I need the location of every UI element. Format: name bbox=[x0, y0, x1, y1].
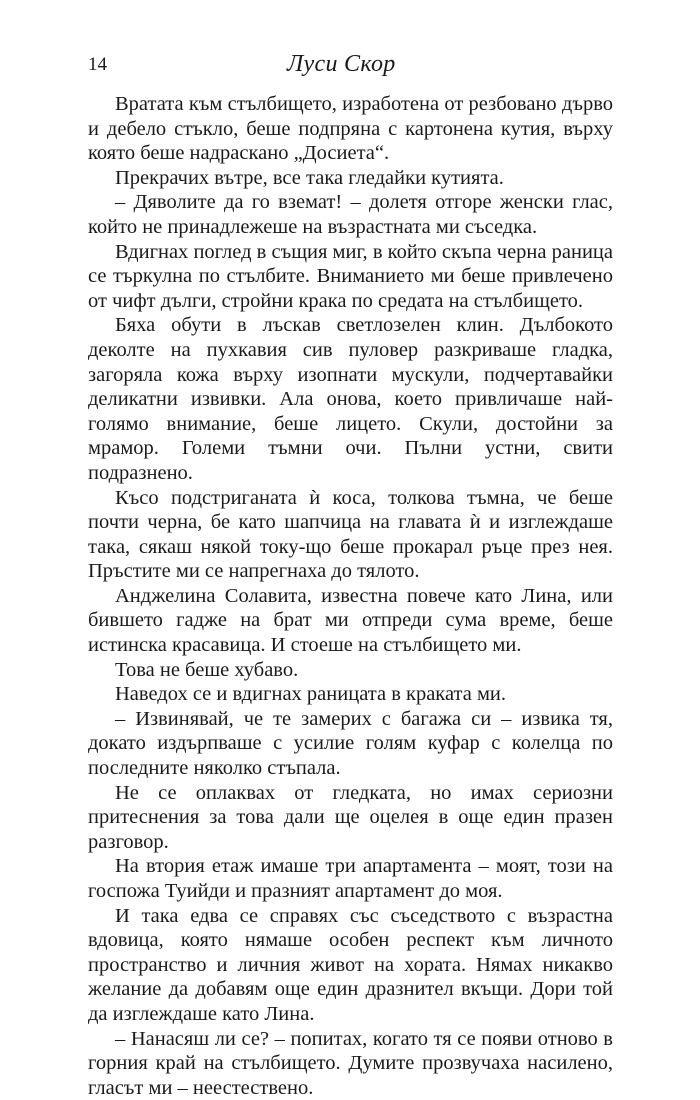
paragraph: Наведох се и вдигнах раницата в краката ми. bbox=[115, 683, 507, 706]
body-text bbox=[88, 92, 613, 1100]
paragraph: – Дяволите да го вземат! – долетя отгоре женски глас, който не принадлежеше на възрастната ми съседка. bbox=[88, 191, 613, 238]
paragraph: – Нанасяш ли се? – попитах, когато тя се появи отново в горния край на стълбището. Думите прозвучаха насилено, гласът ми – неестествено. bbox=[88, 1027, 613, 1099]
paragraph: Късо подстриганата ѝ коса, толкова тъмна, че беше почти черна, бе като шапчица на главата ѝ и изглеждаше така, сякаш някой току-що беше прокарал ръце през нея. Пръстите ми се напрегнаха до тялото. bbox=[88, 486, 613, 583]
paragraph: Прекрачих вътре, все така гледайки кутията. bbox=[115, 166, 504, 189]
paragraph: Това не беше хубаво. bbox=[115, 658, 299, 681]
paragraph: – Извинявай, че те замерих с багажа си – извика тя, докато издърпваше с усилие голям куфар с колелца по последните няколко стъпала. bbox=[88, 707, 613, 780]
paragraph: Бяха обути в лъскав светлозелен клин. Дълбокото деколте на пухкавия сив пуловер разкриваше гладка, загоряла кожа върху изопнати мускули, подчертавайки деликатни извивки. Ала онова, което привличаше най-голямо внимание, беше лицето. Скули, достойни за мрамор. Големи тъмни очи. Пълни устни, свити подразнено. bbox=[88, 314, 613, 484]
paragraph: И така едва се справях със съседството с възрастна вдовица, която нямаше особен респект към личното пространство и личния живот на хората. Нямах никакво желание да добавям още един дразнител вкъщи. Дори той да изглеждаше като Лина. bbox=[88, 904, 613, 1025]
paragraph: На втория етаж имаше три апартамента – моят, този на госпожа Туийди и празният апартамент до моя. bbox=[88, 855, 613, 902]
paragraph: Вратата към стълбището, изработена от резбовано дърво и дебело стъкло, беше подпряна с картонена кутия, върху която беше надраскано „Досиета“. bbox=[88, 93, 613, 165]
paragraph: Вдигнах поглед в същия миг, в който скъпа черна раница се търкулна по стълбите. Вниманието ми беше привлечено от чифт дълги, стройни крака по средата на стълбището. bbox=[88, 240, 613, 312]
running-header-author: Луси Скор bbox=[287, 51, 396, 77]
page-number: 14 bbox=[88, 54, 107, 75]
paragraph: Анджелина Солавита, известна повече като Лина, или бившето гадже на брат ми отпреди сума време, беше истинска красавица. И стоеше на стълбището ми. bbox=[88, 584, 613, 657]
paragraph: Не се оплаквах от гледката, но имах сериозни притеснения за това дали ще оцелея в още един празен разговор. bbox=[88, 781, 613, 853]
